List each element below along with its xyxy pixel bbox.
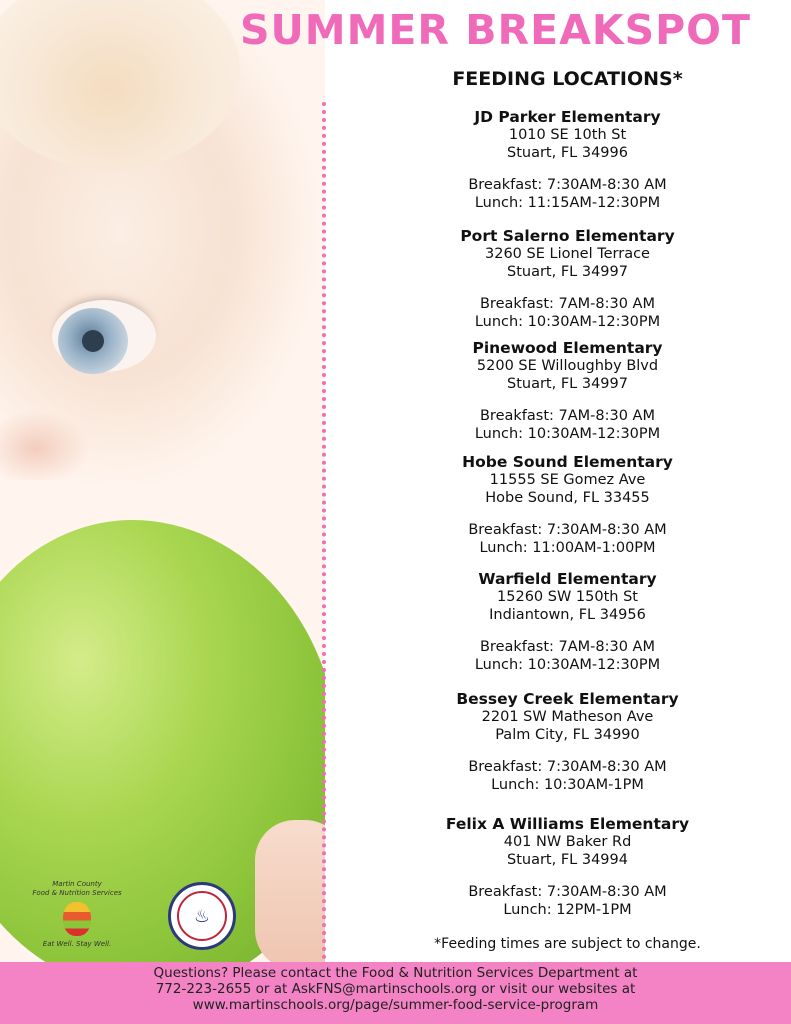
location-address-line2: Palm City, FL 34990 [495, 727, 640, 743]
location-address-line2: Stuart, FL 34997 [507, 264, 628, 280]
location-name: Bessey Creek Elementary [456, 690, 679, 708]
hero-photo [0, 0, 325, 962]
school-district-seal [168, 882, 236, 950]
location-name: Warfield Elementary [478, 570, 657, 588]
location-lunch: Lunch: 10:30AM-12:30PM [474, 657, 661, 673]
location-address-line2: Stuart, FL 34996 [507, 145, 628, 161]
location-card [345, 339, 790, 443]
lamp-icon: ♨ [177, 891, 227, 941]
location-card [345, 570, 790, 674]
location-card [345, 453, 790, 557]
location-lunch: Lunch: 10:30AM-12:30PM [474, 314, 661, 330]
location-lunch: Lunch: 10:30AM-12:30PM [474, 426, 661, 442]
baby-nose [0, 410, 90, 480]
location-breakfast: Breakfast: 7AM-8:30 AM [479, 296, 655, 312]
location-breakfast: Breakfast: 7AM-8:30 AM [479, 408, 655, 424]
footer-line1: Questions? Please contact the Food & Nutrition Services Department at [153, 965, 638, 981]
location-address-line1: 5200 SE Willoughby Blvd [476, 358, 659, 374]
location-name: Port Salerno Elementary [460, 227, 675, 245]
location-address-line2: Indiantown, FL 34956 [489, 607, 646, 623]
baby-pupil [82, 330, 104, 352]
dotted-divider [322, 102, 326, 960]
baby-hand [255, 820, 325, 962]
location-lunch: Lunch: 12PM-1PM [503, 902, 632, 918]
location-address-line1: 1010 SE 10th St [508, 127, 627, 143]
location-lunch: Lunch: 11:00AM-1:00PM [479, 540, 656, 556]
fns-logo-tagline: Eat Well. Stay Well. [42, 940, 112, 948]
location-name: Felix A Williams Elementary [445, 815, 690, 833]
location-card [345, 815, 790, 919]
location-lunch: Lunch: 11:15AM-12:30PM [474, 195, 661, 211]
location-name: JD Parker Elementary [474, 108, 661, 126]
location-breakfast: Breakfast: 7:30AM-8:30 AM [468, 177, 667, 193]
location-card [345, 690, 790, 794]
location-breakfast: Breakfast: 7AM-8:30 AM [479, 639, 655, 655]
location-card [345, 227, 790, 331]
location-address-line1: 3260 SE Lionel Terrace [485, 246, 650, 262]
page-title: SUMMER BREAKSPOT [239, 6, 751, 54]
location-card [345, 108, 790, 212]
location-address-line1: 11555 SE Gomez Ave [489, 472, 646, 488]
location-name: Hobe Sound Elementary [462, 453, 673, 471]
location-address-line2: Hobe Sound, FL 33455 [485, 490, 650, 506]
fns-logo-line2: Food & Nutrition Services [32, 889, 122, 897]
location-breakfast: Breakfast: 7:30AM-8:30 AM [468, 759, 667, 775]
location-breakfast: Breakfast: 7:30AM-8:30 AM [468, 884, 667, 900]
fns-logo-line1: Martin County [52, 880, 102, 888]
schedule-note: *Feeding times are subject to change. [434, 936, 701, 952]
location-name: Pinewood Elementary [472, 339, 663, 357]
location-breakfast: Breakfast: 7:30AM-8:30 AM [468, 522, 667, 538]
location-address-line2: Stuart, FL 34997 [507, 376, 628, 392]
location-address-line1: 15260 SW 150th St [497, 589, 638, 605]
location-address-line1: 401 NW Baker Rd [503, 834, 632, 850]
location-lunch: Lunch: 10:30AM-1PM [491, 777, 644, 793]
fns-logo [22, 880, 132, 955]
page-subtitle: FEEDING LOCATIONS* [452, 68, 683, 90]
contact-footer [0, 962, 791, 1024]
location-address-line2: Stuart, FL 34994 [507, 852, 628, 868]
footer-website-link[interactable]: www.martinschools.org/page/summer-food-service-program [192, 997, 599, 1013]
location-address-line1: 2201 SW Matheson Ave [481, 709, 654, 725]
footer-line2[interactable]: 772-223-2655 or at AskFNS@martinschools.org or visit our websites at [155, 981, 636, 997]
apple-icon [63, 902, 91, 936]
